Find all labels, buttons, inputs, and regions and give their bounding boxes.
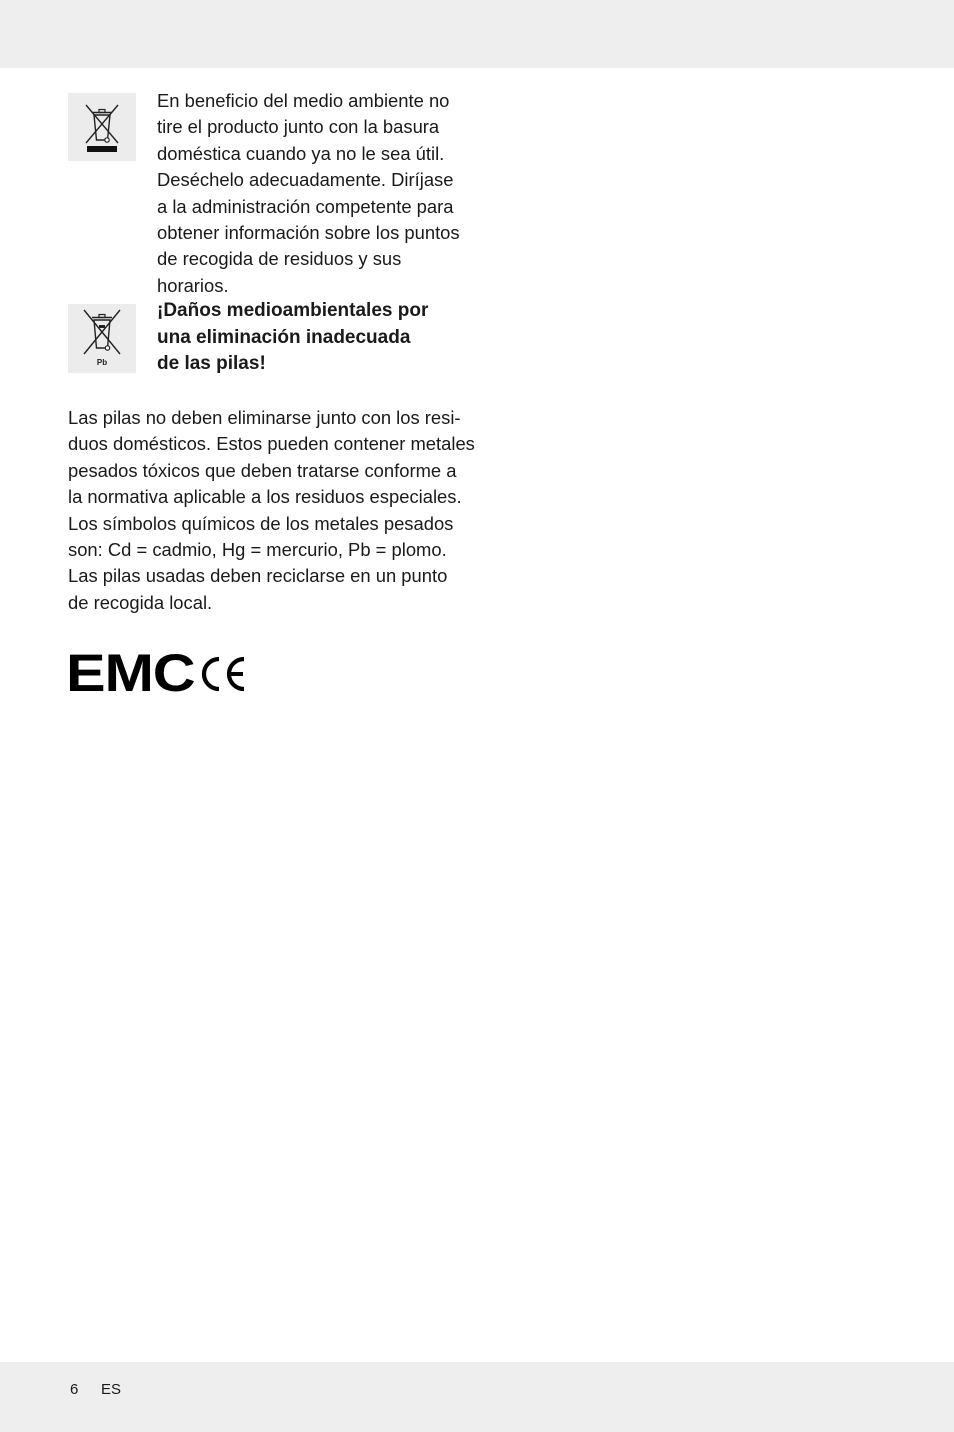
crossed-out-bin-icon: [68, 93, 136, 161]
crossed-out-battery-bin-icon: [68, 304, 136, 373]
battery-disposal-paragraph: Las pilas no deben eliminarse junto con los resi- duos domésticos. Estos pueden contener metales pesados tóxicos que deben tratarse conforme a la normativa aplicable a los residuos especiales. Los símbolos químicos de los metales pesados son: Cd = cadmio, Hg = mercurio, Pb = plomo. Las pilas usadas deben reciclarse en un punto de recogida local.: [68, 407, 475, 613]
footer-band: [0, 1362, 954, 1432]
header-band: [0, 0, 954, 68]
emc-logo: EMC: [66, 644, 195, 703]
ce-mark-icon: [199, 656, 249, 692]
page-number: 6: [70, 1381, 79, 1398]
language-code: ES: [101, 1381, 122, 1398]
disposal-paragraph: En beneficio del medio ambiente no tire el producto junto con la basura doméstica cuando ya no le sea útil. Deséchelo adecuadamente. Diríjase a la administración competente para obtener información sobre los puntos de recogida de residuos y sus horarios.: [157, 90, 460, 296]
battery-warning-heading: ¡Daños medioambientales por una eliminación inadecuada de las pilas!: [157, 300, 429, 375]
pb-label: Pb: [96, 358, 108, 367]
